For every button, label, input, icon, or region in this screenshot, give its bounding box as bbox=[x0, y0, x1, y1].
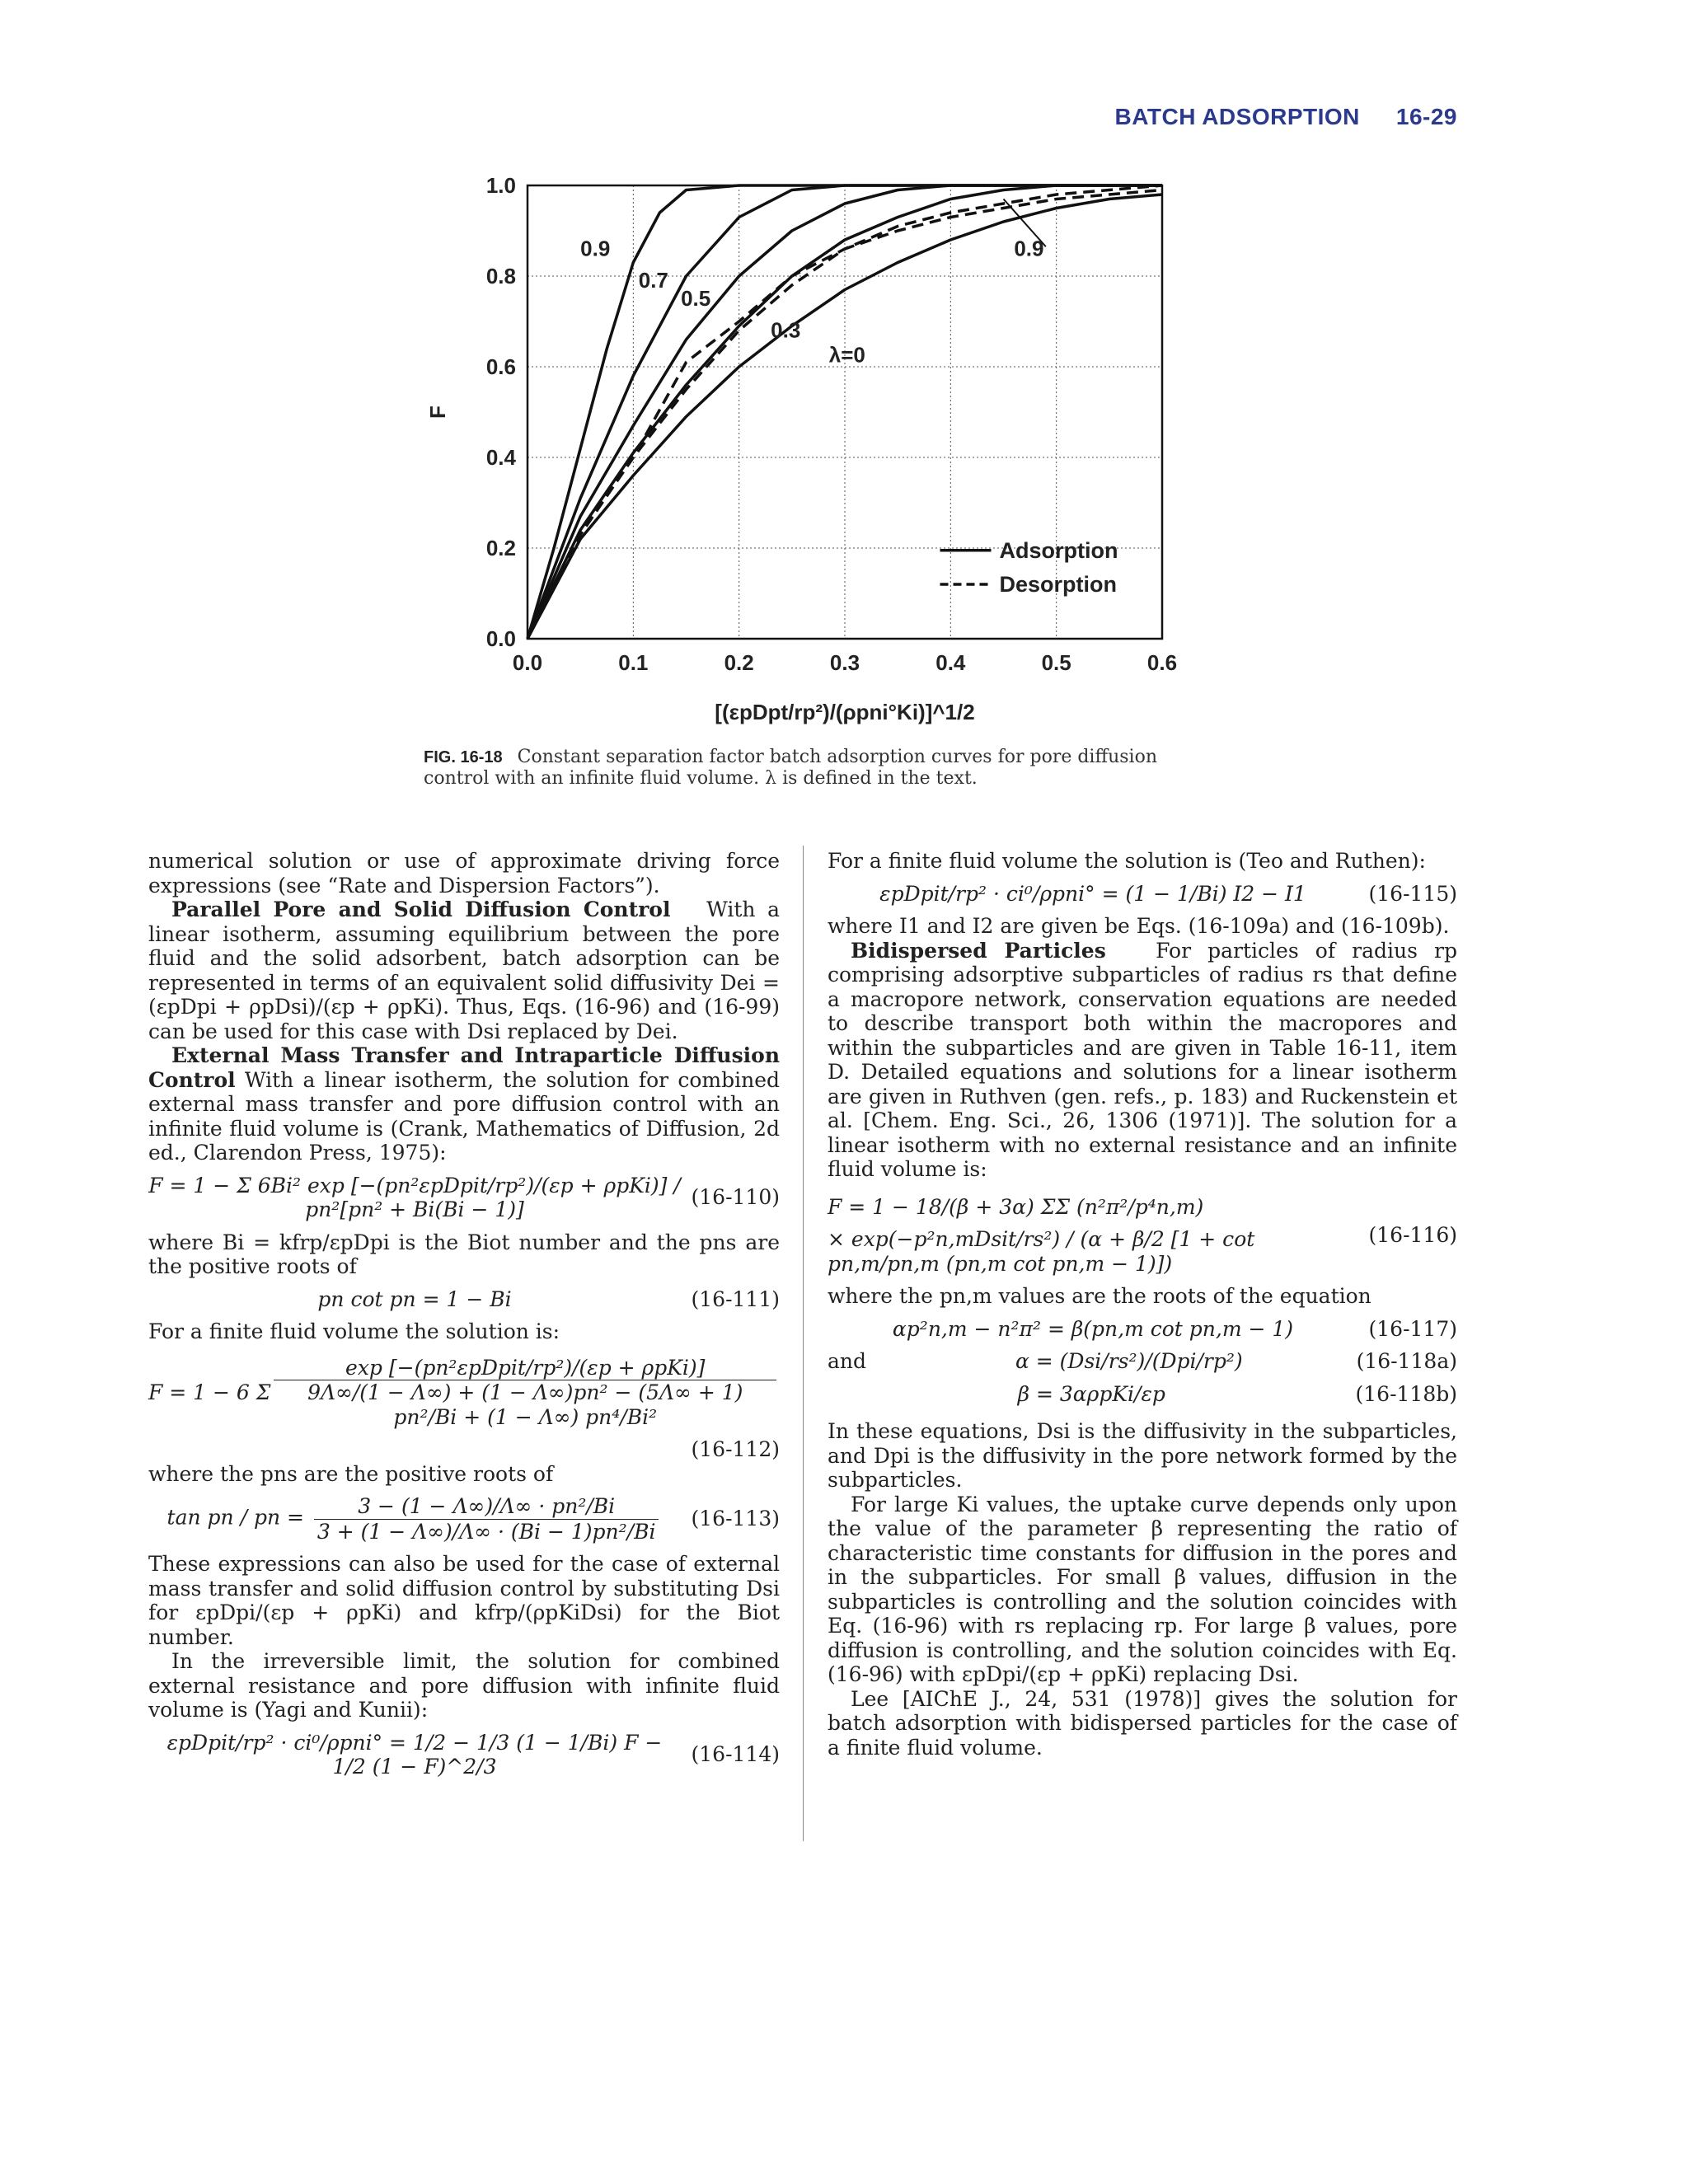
equation-body: β = 3αρpKi/εp bbox=[1017, 1381, 1165, 1406]
x-tick-label: 0.4 bbox=[935, 650, 966, 675]
numerator: 3 − (1 − Λ∞)/Λ∞ · pn²/Bi bbox=[314, 1494, 659, 1520]
equation-body bbox=[828, 1195, 1358, 1277]
x-tick-label: 0.1 bbox=[618, 650, 649, 675]
curve-label: 0.5 bbox=[681, 285, 711, 311]
equation-number: (16-117) bbox=[1368, 1316, 1457, 1341]
paragraph-text: With a linear isotherm, the solution for combined external mass transfer and pore diffusion control with an infinite fluid volume is (Crank, Mathematics of Diffusion, 2d ed., Clarendon Press, 1975): bbox=[148, 1067, 780, 1165]
paragraph: where Bi = kfrp/εpDpi is the Biot number and the pns are the positive roots of bbox=[148, 1230, 780, 1278]
paragraph: numerical solution or use of approximate driving force expressions (see “Rate and Dispersion Factors”). bbox=[148, 849, 780, 898]
paragraph bbox=[828, 939, 1457, 1182]
equation-body bbox=[270, 1356, 780, 1430]
paragraph-text: For particles of radius rp comprising adsorptive subparticles of radius rs that define a macropore network, conservation equations are needed to describe transport both within the macropores and within the subparticles and are given in Table 16-11, item D. Detailed equations and solutions for a linear isotherm are given in Ruthven (gen. refs., p. 183) and Ruckenstein et al. [Chem. Eng. Sci., 26, 1306 (1971)]. The solution for a linear isotherm with no external resistance and an infinite fluid volume is: bbox=[828, 938, 1457, 1181]
paragraph: where the pns are the positive roots of bbox=[148, 1461, 554, 1486]
legend-desorption-label: Desorption bbox=[999, 572, 1118, 597]
page-number: 16-29 bbox=[1395, 104, 1457, 129]
curve-label: 0.9 bbox=[580, 236, 611, 261]
y-axis-label: F bbox=[425, 405, 450, 419]
x-tick-label: 0.2 bbox=[724, 650, 754, 675]
equation-number: (16-116) bbox=[1368, 1223, 1457, 1247]
equation-body: α = (Dsi/rs²)/(Dpi/rp²) bbox=[1015, 1349, 1243, 1373]
paragraph bbox=[148, 898, 780, 1043]
x-tick-label: 0.3 bbox=[829, 650, 860, 675]
figure-caption bbox=[424, 747, 1198, 790]
equation-number: (16-114) bbox=[691, 1742, 780, 1767]
equation-16-110 bbox=[148, 1174, 780, 1222]
equation-lead: F = 1 − 6 Σ bbox=[148, 1380, 271, 1404]
running-header bbox=[1115, 104, 1457, 130]
equation-number: (16-115) bbox=[1368, 881, 1457, 906]
right-column bbox=[828, 849, 1457, 1760]
equation-16-117 bbox=[828, 1317, 1457, 1342]
equation-16-118b bbox=[828, 1382, 1457, 1407]
y-tick-label: 0.6 bbox=[485, 354, 516, 379]
paragraph: For a finite fluid volume the solution is: bbox=[148, 1319, 560, 1343]
curve-label: 0.3 bbox=[771, 317, 801, 343]
y-tick-label: 0.4 bbox=[485, 445, 516, 470]
paragraph bbox=[148, 1043, 780, 1165]
paragraph: These expressions can also be used for the case of external mass transfer and solid diffusion control by substituting Dsi for εpDpi/(εp + ρpKi) and kfrp/(ρpKiDsi) for the Biot number. bbox=[148, 1552, 780, 1649]
y-tick-label: 1.0 bbox=[485, 173, 516, 198]
equation-16-114 bbox=[148, 1731, 780, 1779]
numerator: exp [−(pn²εpDpit/rp²)/(εp + ρpKi)] bbox=[274, 1356, 776, 1381]
conjunction: and bbox=[828, 1349, 867, 1373]
y-tick-label: 0.8 bbox=[485, 264, 516, 288]
curve-label: 0.7 bbox=[638, 267, 668, 293]
denominator: 3 + (1 − Λ∞)/Λ∞ · (Bi − 1)pn²/Bi bbox=[316, 1519, 656, 1544]
curve-label: λ=0 bbox=[828, 342, 865, 368]
x-tick-label: 0.6 bbox=[1146, 650, 1178, 675]
denominator: 9Λ∞/(1 − Λ∞) + (1 − Λ∞)pn² − (5Λ∞ + 1) pn²/Bi + (1 − Λ∞) pn⁴/Bi² bbox=[307, 1380, 743, 1429]
y-tick-label: 0.2 bbox=[485, 536, 516, 560]
paragraph: Lee [AIChE J., 24, 531 (1978)] gives the solution for batch adsorption with bidispersed particles for the case of a finite fluid volume. bbox=[828, 1686, 1457, 1760]
equation-number: (16-118a) bbox=[1356, 1349, 1457, 1373]
equation-body: pn cot pn = 1 − Bi bbox=[317, 1286, 512, 1311]
x-tick-label: 0.0 bbox=[512, 650, 543, 675]
paragraph: In these equations, Dsi is the diffusivity in the subparticles, and Dpi is the diffusivity in the pore network formed by the subparticles. bbox=[828, 1419, 1457, 1492]
paragraph: For large Ki values, the uptake curve depends only upon the value of the parameter β representing the ratio of characteristic time constants for diffusion in the pores and in the subparticles. For small β values, diffusion in the subparticles is controlling and the solution coincides with Eq. (16-96) with rs replacing rp. For large β values, pore diffusion is controlling, and the solution coincides with Eq. (16-96) with εpDpi/(εp + ρpKi) replacing Dsi. bbox=[828, 1492, 1457, 1686]
equation-body: F = 1 − Σ 6Bi² exp [−(pn²εpDpit/rp²)/(εp + ρpKi)] / pn²[pn² + Bi(Bi − 1)] bbox=[148, 1173, 681, 1221]
equation-body bbox=[148, 1494, 681, 1544]
curve-label: 0.9 bbox=[1014, 236, 1044, 261]
equation-16-115 bbox=[828, 882, 1457, 907]
left-column bbox=[148, 849, 780, 1788]
equation-16-116 bbox=[828, 1195, 1457, 1277]
equation-number: (16-112) bbox=[691, 1437, 780, 1461]
paragraph: where the pn,m values are the roots of the equation bbox=[828, 1284, 1372, 1308]
equation-16-113 bbox=[148, 1494, 780, 1544]
paragraph-text: With a linear isotherm, assuming equilibrium between the pore fluid and the solid adsorbent, batch adsorption can be represented in terms of an equivalent solid diffusivity Dei = (εpDpi + ρpDsi)/(εp + ρpKi). Thus, Eqs. (16-96) and (16-99) can be used for this case with Dsi replaced by Dei. bbox=[148, 898, 780, 1043]
caption-text: Constant separation factor batch adsorption curves for pore diffusion control with an infinite fluid volume. λ is defined in the text. bbox=[424, 747, 1158, 789]
column-divider bbox=[803, 846, 804, 1841]
equation-number: (16-110) bbox=[691, 1185, 780, 1210]
section-heading: Bidispersed Particles bbox=[851, 938, 1106, 963]
y-tick-label: 0.0 bbox=[485, 626, 516, 651]
equation-number: (16-118b) bbox=[1355, 1381, 1457, 1406]
equation-line: F = 1 − 18/(β + 3α) ΣΣ (n²π²/p⁴n,m) bbox=[828, 1194, 1204, 1219]
equation-fraction bbox=[314, 1494, 659, 1544]
section-heading: Parallel Pore and Solid Diffusion Control bbox=[171, 898, 671, 921]
paragraph: where I1 and I2 are given be Eqs. (16-109a) and (16-109b). bbox=[828, 914, 1450, 938]
equation-body: εpDpit/rp² · ci⁰/ρpni° = (1 − 1/Bi) I2 − I1 bbox=[879, 881, 1306, 906]
equation-body: αp²n,m − n²π² = β(pn,m cot pn,m − 1) bbox=[892, 1316, 1294, 1341]
equation-16-118a bbox=[828, 1349, 1457, 1374]
figure-label: FIG. 16-18 bbox=[424, 748, 503, 766]
paragraph: In the irreversible limit, the solution for combined external resistance and pore diffusion with infinite fluid volume is (Yagi and Kunii): bbox=[148, 1649, 780, 1722]
equation-fraction bbox=[274, 1356, 776, 1430]
paragraph: For a finite fluid volume the solution is (Teo and Ruthen): bbox=[828, 849, 1426, 873]
batch-adsorption-chart bbox=[412, 165, 1236, 725]
equation-16-112 bbox=[148, 1356, 780, 1430]
section-heading: External Mass Transfer and Intraparticle Diffusion Control bbox=[148, 1043, 780, 1092]
x-axis-label: [(εpDpt/rp²)/(ρpni°Ki)]^1/2 bbox=[715, 700, 975, 724]
equation-number: (16-111) bbox=[691, 1286, 780, 1311]
equation-line: × exp(−p²n,mDsit/rs²) / (α + β/2 [1 + cot pn,m/pn,m (pn,m cot pn,m − 1)]) bbox=[828, 1227, 1255, 1276]
section-title: BATCH ADSORPTION bbox=[1114, 104, 1360, 129]
equation-body: εpDpit/rp² · ci⁰/ρpni° = 1/2 − 1/3 (1 − 1/Bi) F − 1/2 (1 − F)^2/3 bbox=[166, 1730, 663, 1779]
x-tick-label: 0.5 bbox=[1041, 650, 1071, 675]
equation-16-111 bbox=[148, 1287, 780, 1312]
legend-adsorption-label: Adsorption bbox=[999, 537, 1118, 563]
equation-lhs: tan pn / pn = bbox=[166, 1505, 304, 1530]
equation-number: (16-113) bbox=[691, 1507, 780, 1531]
